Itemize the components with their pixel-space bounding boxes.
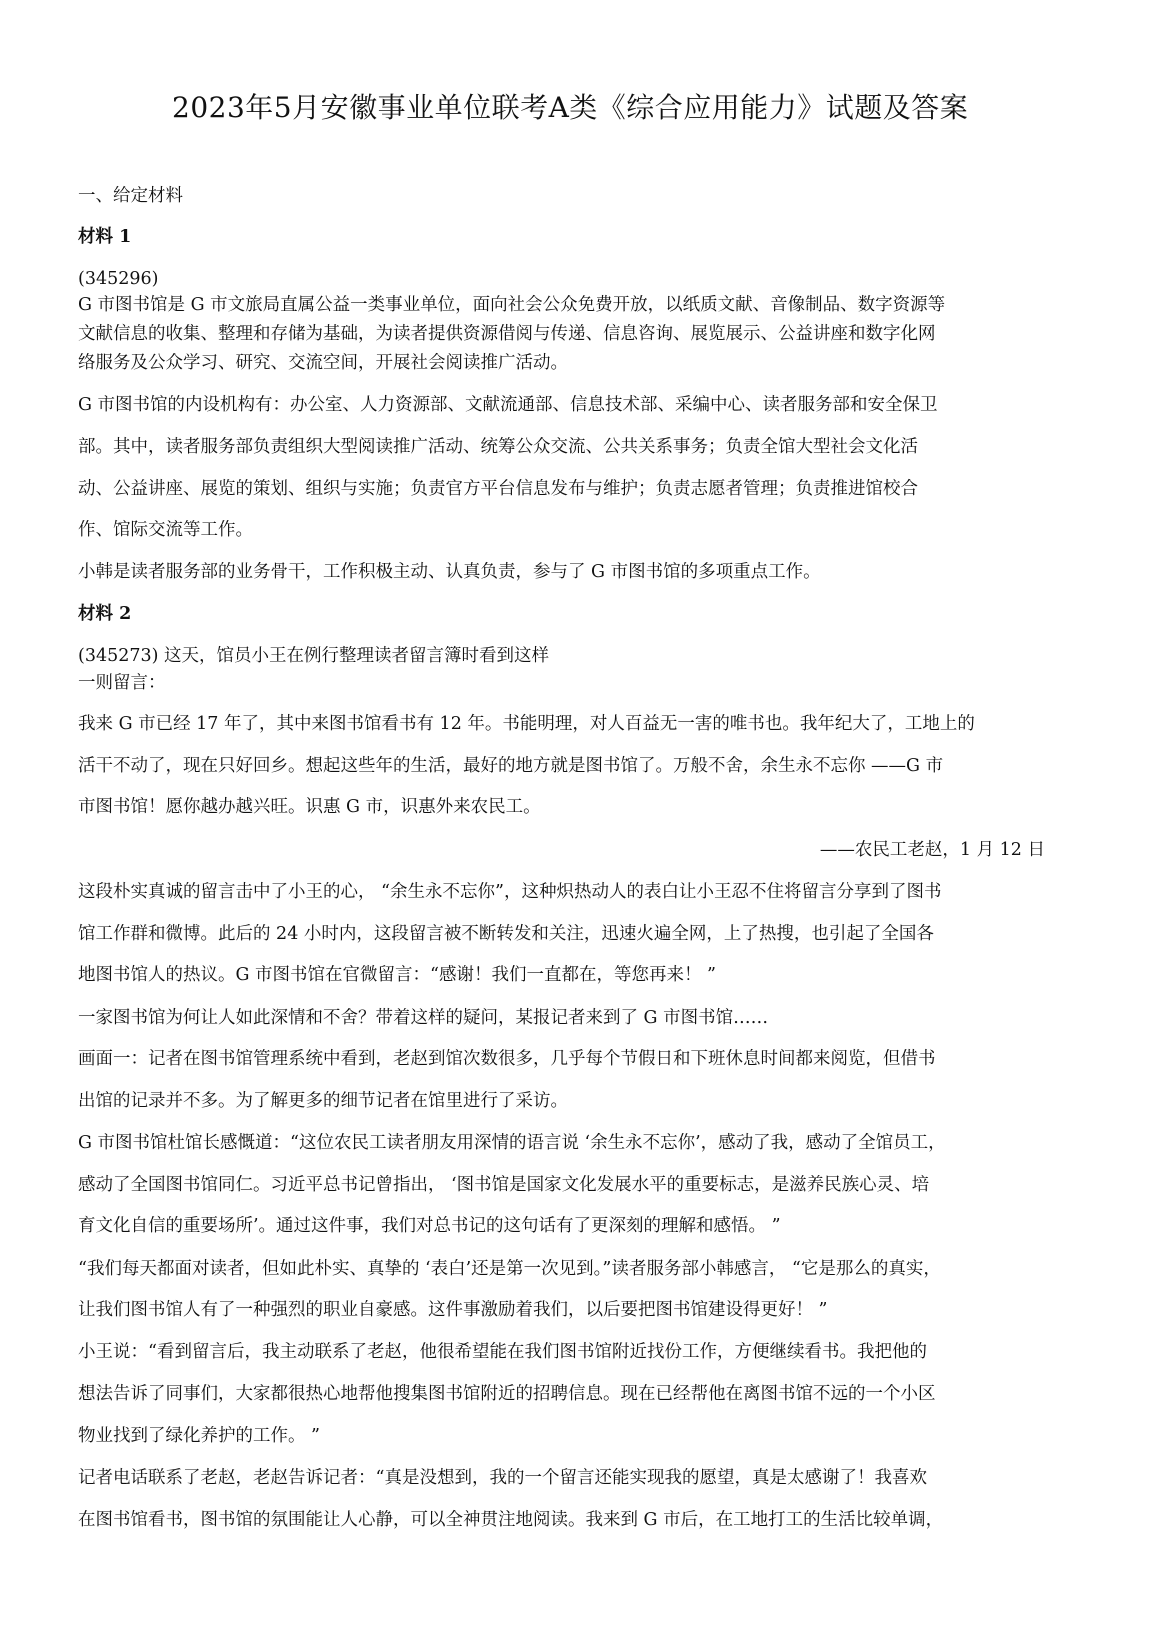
text-line: 物业找到了绿化养护的工作。 ” xyxy=(78,1426,321,1446)
text-line: 馆工作群和微博。此后的 24 小时内，这段留言被不断转发和关注，迅速火遍全网，上了热搜，也引起了全国各 xyxy=(78,924,934,944)
text-line: 在图书馆看书，图书馆的氛围能让人心静，可以全神贯注地阅读。我来到 G 市后，在工地打工的生活比较单调， xyxy=(78,1510,944,1530)
text-line: 出馆的记录并不多。为了解更多的细节记者在馆里进行了采访。 xyxy=(78,1091,568,1111)
section-heading: 一、给定材料 xyxy=(78,186,183,206)
material-1-heading: 材料 1 xyxy=(78,227,132,247)
text-line: 文献信息的收集、整理和存储为基础，为读者提供资源借阅与传递、信息咨询、展览展示、公益讲座和数字化网 xyxy=(78,324,936,344)
text-line: 我来 G 市已经 17 年了，其中来图书馆看书有 12 年。书能明理，对人百益无一害的唯书也。我年纪大了，工地上的 xyxy=(78,714,975,734)
text-line: G 市图书馆是 G 市文旅局直属公益一类事业单位，面向社会公众免费开放，以纸质文献、音像制品、数字资源等 xyxy=(78,295,946,315)
text-line: 一则留言： xyxy=(78,673,166,693)
text-line: 活干不动了，现在只好回乡。想起这些年的生活，最好的地方就是图书馆了。万般不舍，余生永不忘你 ——G 市 xyxy=(78,756,944,776)
material-2-heading: 材料 2 xyxy=(78,604,132,624)
text-line: 作、馆际交流等工作。 xyxy=(78,520,253,540)
text-line: 络服务及公众学习、研究、交流空间，开展社会阅读推广活动。 xyxy=(78,353,568,373)
text-line: 让我们图书馆人有了一种强烈的职业自豪感。这件事激励着我们，以后要把图书馆建设得更好！ ” xyxy=(78,1300,828,1320)
text-line: 市图书馆！愿你越办越兴旺。识惠 G 市，识惠外来农民工。 xyxy=(78,797,541,817)
text-line: G 市图书馆的内设机构有：办公室、人力资源部、文献流通部、信息技术部、采编中心、读者服务部和安全保卫 xyxy=(78,395,938,415)
text-line: 画面一：记者在图书馆管理系统中看到，老赵到馆次数很多，几乎每个节假日和下班休息时间都来阅览，但借书 xyxy=(78,1049,936,1069)
text-line: 育文化自信的重要场所’。通过这件事，我们对总书记的这句话有了更深刻的理解和感悟。 ” xyxy=(78,1216,781,1236)
text-line: “我们每天都面对读者，但如此朴实、真挚的 ‘表白’还是第一次见到。”读者服务部小韩感言， “它是那么的真实， xyxy=(78,1259,941,1279)
text-line: 这段朴实真诚的留言击中了小王的心， “余生永不忘你”，这种炽热动人的表白让小王忍不住将留言分享到了图书 xyxy=(78,882,942,902)
text-line: 地图书馆人的热议。G 市图书馆在官微留言：“感谢！我们一直都在，等您再来！ ” xyxy=(78,965,716,985)
text-line: 部。其中，读者服务部负责组织大型阅读推广活动、统筹公众交流、公共关系事务；负责全馆大型社会文化活 xyxy=(78,437,918,457)
material-1-code: (345296) xyxy=(78,269,159,289)
text-line: 想法告诉了同事们，大家都很热心地帮他搜集图书馆附近的招聘信息。现在已经帮他在离图书馆不远的一个小区 xyxy=(78,1384,936,1404)
text-line: 动、公益讲座、展览的策划、组织与实施；负责官方平台信息发布与维护；负责志愿者管理；负责推进馆校合 xyxy=(78,479,918,499)
signature: ——农民工老赵，1 月 12 日 xyxy=(819,840,1045,860)
text-line: 一家图书馆为何让人如此深情和不舍？带着这样的疑问，某报记者来到了 G 市图书馆…… xyxy=(78,1008,769,1028)
text-line: 记者电话联系了老赵，老赵告诉记者：“真是没想到，我的一个留言还能实现我的愿望，真是太感谢了！我喜欢 xyxy=(78,1468,927,1488)
text-line: 小王说：“看到留言后，我主动联系了老赵，他很希望能在我们图书馆附近找份工作，方便继续看书。我把他的 xyxy=(78,1342,927,1362)
text-line: 感动了全国图书馆同仁。习近平总书记曾指出， ‘图书馆是国家文化发展水平的重要标志，是滋养民族心灵、培 xyxy=(78,1175,930,1195)
document-title: 2023年5月安徽事业单位联考A类《综合应用能力》试题及答案 xyxy=(172,91,969,124)
text-line: (345273) 这天，馆员小王在例行整理读者留言簿时看到这样 xyxy=(78,646,550,666)
text-line: 小韩是读者服务部的业务骨干，工作积极主动、认真负责，参与了 G 市图书馆的多项重点工作。 xyxy=(78,562,821,582)
text-line: G 市图书馆杜馆长感慨道：“这位农民工读者朋友用深情的语言说 ‘余生永不忘你’，感动了我，感动了全馆员工， xyxy=(78,1133,946,1153)
